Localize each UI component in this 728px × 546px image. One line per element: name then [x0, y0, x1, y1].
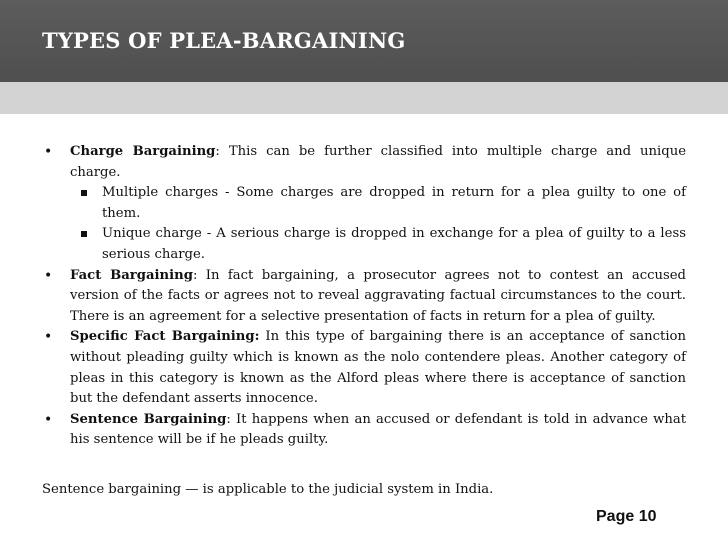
- closing-statement: Sentence bargaining — is applicable to the judicial system in India.: [42, 482, 494, 497]
- bullet-icon: •: [44, 329, 53, 346]
- header-band: [0, 82, 728, 114]
- term-specific-fact-bargaining: Specific Fact Bargaining:: [70, 329, 260, 345]
- description-charge-bargaining: This can be further classified into multiple charge and unique charge.: [70, 144, 687, 180]
- list-item-specific-fact-bargaining: [44, 327, 686, 409]
- term-charge-bargaining: Charge Bargaining: [70, 144, 216, 159]
- subitem-multiple-charges: Multiple charges - Some charges are dropped in return for a plea guilty to one of them.: [44, 183, 686, 224]
- page-number: Page 10: [596, 508, 657, 525]
- description-specific-fact-bargaining: In this type of bargaining there is an acceptance of sanction without pleading guilty which is known as the nolo contendere pleas. Another category of pleas in this category is known as the Alford pleas where there is acceptance of sanction but the defendant asserts innocence.: [70, 329, 686, 407]
- term-fact-bargaining: Fact Bargaining: [70, 267, 193, 283]
- description-fact-bargaining: In fact bargaining, a prosecutor agrees not to contest an accused version of the facts or agrees not to reveal aggravating factual circumstances to the court. There is an agreement for a selective presentation of facts in return for a plea of guilty.: [70, 267, 686, 324]
- list-item-charge-bargaining: • Charge Bargaining: This can be further classified into multiple charge and unique charge.: [44, 144, 687, 180]
- slide-header: [0, 0, 728, 82]
- slide-title: TYPES OF PLEA-BARGAINING: [42, 28, 406, 53]
- description-sentence-bargaining: It happens when an accused or defendant is told in advance what his sentence will be if he pleads guilty.: [70, 411, 687, 448]
- bullet-icon: •: [44, 144, 53, 160]
- term-sentence-bargaining: Sentence Bargaining: [70, 411, 227, 427]
- square-bullet-icon: [81, 190, 87, 196]
- bullet-icon: •: [44, 267, 53, 284]
- slide-body: [44, 142, 686, 451]
- list-item-sentence-bargaining: • Sentence Bargaining: It happens when an accused or defendant is told in advance what his sentence will be if he pleads guilty.: [44, 411, 687, 448]
- square-bullet-icon: [81, 231, 87, 237]
- bullet-icon: •: [44, 411, 53, 428]
- list-item-fact-bargaining: • Fact Bargaining: In fact bargaining, a prosecutor agrees not to contest an accused version of the facts or agrees not to reveal aggravating factual circumstances to the court. There is an agreement for a selective presentation of facts in return for a plea of guilty.: [44, 267, 686, 324]
- subitem-unique-charge: Unique charge - A serious charge is dropped in exchange for a plea of guilty to a less serious charge.: [44, 224, 686, 265]
